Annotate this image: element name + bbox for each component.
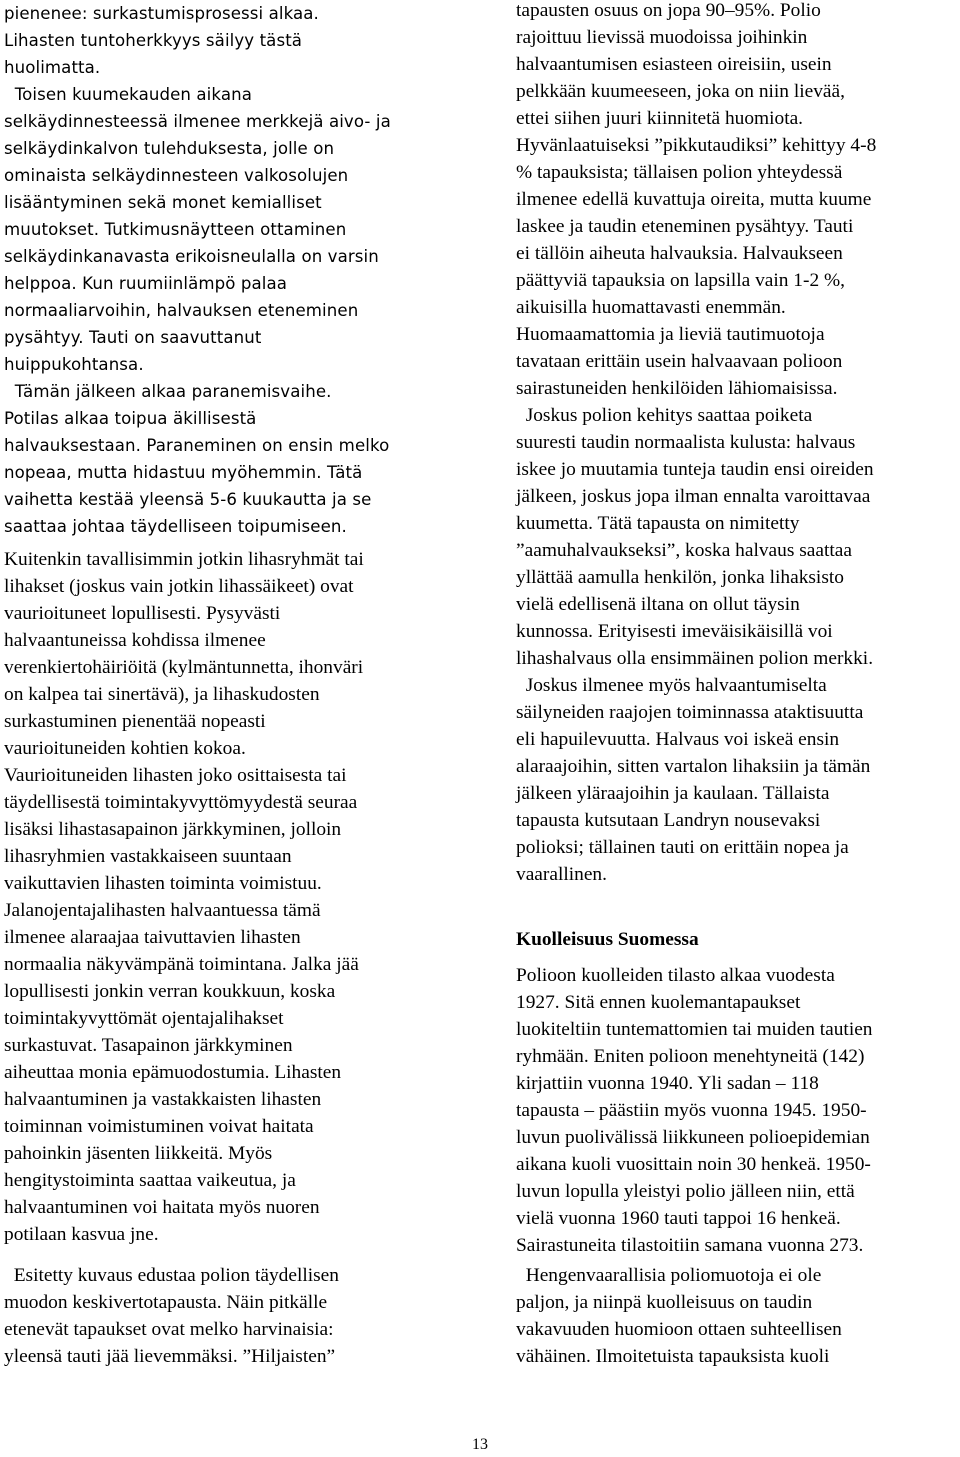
text-line: luokiteltiin tuntemattomien tai muiden tautien xyxy=(516,1019,873,1040)
text-line: ryhmään. Eniten polioon menehtyneitä (142) xyxy=(516,1046,865,1067)
text-line: vaurioituneiden kohtien kokoa. xyxy=(4,738,246,759)
text-line: surkastuminen pienentää nopeasti xyxy=(4,711,266,732)
text-line: halvaantuminen ja vastakkaisten lihasten xyxy=(4,1089,322,1110)
paragraph-start: Esitetty kuvaus edustaa polion täydellisen xyxy=(4,1265,339,1286)
text-line: Lihasten tuntoherkkyys säilyy tästä xyxy=(4,31,303,50)
paragraph-start: Toisen kuumekauden aikana xyxy=(4,85,252,104)
text-line: tapausta – päästiin myös vuonna 1945. 1950- xyxy=(516,1100,867,1121)
text-line: rajoittuu lievissä muodoissa joihinkin xyxy=(516,27,808,48)
text-line: lisäksi lihastasapainon järkkyminen, jolloin xyxy=(4,819,342,840)
paragraph-start: Joskus polion kehitys saattaa poiketa xyxy=(516,405,813,426)
text-line: pahoinkin jäsenten liikkeitä. Myös xyxy=(4,1143,273,1164)
text-line: iskee jo muutamia tunteja taudin ensi oireiden xyxy=(516,459,874,480)
text-line: tavataan erittäin usein halvaavaan polioon xyxy=(516,351,843,372)
text-line: Huomaamattomia ja lieviä tautimuotoja xyxy=(516,324,825,345)
page-number: 13 xyxy=(472,1436,488,1453)
text-line: hengitystoiminta saattaa vaikeutua, ja xyxy=(4,1170,296,1191)
text-line: aikana kuoli vuosittain noin 30 henkeä. 1950- xyxy=(516,1154,871,1175)
text-line: normaalia näkyvämpänä toimintana. Jalka jää xyxy=(4,954,359,975)
paragraph-start: Joskus ilmenee myös halvaantumiselta xyxy=(516,675,827,696)
text-line: vaurioituneet lopullisesti. Pysyvästi xyxy=(4,603,281,624)
text-line: yleensä tauti jää lievemmäksi. ”Hiljaisten” xyxy=(4,1346,336,1367)
text-line: normaaliarvoihin, halvauksen eteneminen xyxy=(4,301,359,320)
text-line: pysähtyy. Tauti on saavuttanut xyxy=(4,328,262,347)
text-line: jälkeen yläraajoihin ja kaulaan. Tällaista xyxy=(516,783,830,804)
text-line: ilmenee edellä kuvattuja oireita, mutta kuume xyxy=(516,189,872,210)
text-line: ilmenee alaraajaa taivuttavien lihasten xyxy=(4,927,301,948)
text-line: helppoa. Kun ruumiinlämpö palaa xyxy=(4,274,288,293)
text-line: toiminnan voimistuminen voivat haitata xyxy=(4,1116,314,1137)
text-line: laskee ja taudin eteneminen pysähtyy. Tauti xyxy=(516,216,854,237)
text-line: Polioon kuolleiden tilasto alkaa vuodesta xyxy=(516,965,835,986)
text-line: jälkeen, joskus jopa ilman ennalta varoittavaa xyxy=(516,486,871,507)
paragraph-start: Hengenvaarallisia poliomuotoja ei ole xyxy=(516,1265,822,1286)
text-line: halvaantuneissa kohdissa ilmenee xyxy=(4,630,266,651)
text-line: ei tällöin aiheuta halvauksia. Halvaukseen xyxy=(516,243,843,264)
text-line: nopeaa, mutta hidastuu myöhemmin. Tätä xyxy=(4,463,363,482)
text-line: aiheuttaa monia epämuodostumia. Lihasten xyxy=(4,1062,342,1083)
text-line: halvauksestaan. Paraneminen on ensin melko xyxy=(4,436,390,455)
text-line: ominaista selkäydinnesteen valkosolujen xyxy=(4,166,349,185)
text-line: selkäydinkalvon tulehduksesta, jolle on xyxy=(4,139,335,158)
text-line: vaikuttavien lihasten toiminta voimistuu. xyxy=(4,873,322,894)
text-line: alaraajoihin, sitten vartalon lihaksiin ja tämän xyxy=(516,756,871,777)
text-line: toimintakyvyttömät ojentajalihakset xyxy=(4,1008,284,1029)
text-line: pienenee: surkastumisprosessi alkaa. xyxy=(4,4,319,23)
text-line: lihashalvaus olla ensimmäinen polion merkki. xyxy=(516,648,874,669)
paragraph-start: Tämän jälkeen alkaa paranemisvaihe. xyxy=(4,382,332,401)
text-line: suuresti taudin normaalista kulusta: halvaus xyxy=(516,432,856,453)
text-line: vaihetta kestää yleensä 5-6 kuukautta ja se xyxy=(4,490,372,509)
text-line: sairastuneiden henkilöiden lähiomaisissa. xyxy=(516,378,838,399)
text-line: lopullisesti jonkin verran koukkuun, koska xyxy=(4,981,336,1002)
text-line: halvaantumisen esiasteen oireisiin, usein xyxy=(516,54,832,75)
text-line: Potilas alkaa toipua äkillisestä xyxy=(4,409,257,428)
text-line: lihakset (joskus vain jotkin lihassäikeet) ovat xyxy=(4,576,354,597)
text-line: polioksi; tällainen tauti on erittäin nopea ja xyxy=(516,837,849,858)
text-line: luvun lopulla yleistyi polio jälleen niin, että xyxy=(516,1181,855,1202)
text-line: halvaantuminen voi haitata myös nuoren xyxy=(4,1197,320,1218)
text-line: vakavuuden huomioon ottaen suhteellisen xyxy=(516,1319,842,1340)
text-line: vähäinen. Ilmoitetuista tapauksista kuoli xyxy=(516,1346,830,1367)
text-line: ettei siihen juuri kiinnitetä huomiota. xyxy=(516,108,804,129)
text-line: tapausten osuus on jopa 90–95%. Polio xyxy=(516,0,821,21)
text-line: ”aamuhalvaukseksi”, koska halvaus saattaa xyxy=(516,540,852,561)
text-line: eli hapuilevuutta. Halvaus voi iskeä ensin xyxy=(516,729,840,750)
text-line: muodon keskivertotapausta. Näin pitkälle xyxy=(4,1292,328,1313)
text-line: etenevät tapaukset ovat melko harvinaisia: xyxy=(4,1319,334,1340)
text-line: paljon, ja niinpä kuolleisuus on taudin xyxy=(516,1292,813,1313)
text-line: kunnossa. Erityisesti imeväisikäisillä voi xyxy=(516,621,833,642)
text-line: selkäydinnesteessä ilmenee merkkejä aivo- ja xyxy=(4,112,391,131)
text-line: Sairastuneita tilastoitiin samana vuonna 273. xyxy=(516,1235,864,1256)
section-heading: Kuolleisuus Suomessa xyxy=(516,929,699,950)
text-line: huippukohtansa. xyxy=(4,355,144,374)
text-line: säilyneiden raajojen toiminnassa ataktisuutta xyxy=(516,702,864,723)
text-line: Vaurioituneiden lihasten joko osittaisesta tai xyxy=(4,765,347,786)
text-line: täydellisestä toimintakyvyttömyydestä seuraa xyxy=(4,792,358,813)
text-line: vaarallinen. xyxy=(516,864,607,885)
text-line: verenkiertohäiriöitä (kylmäntunnetta, ihonväri xyxy=(4,657,364,678)
text-line: Jalanojentajalihasten halvaantuessa tämä xyxy=(4,900,321,921)
text-line: muutokset. Tutkimusnäytteen ottaminen xyxy=(4,220,347,239)
text-line: 1927. Sitä ennen kuolemantapaukset xyxy=(516,992,801,1013)
text-line: lisääntyminen sekä monet kemialliset xyxy=(4,193,322,212)
text-line: on kalpea tai sinertävä), ja lihaskudosten xyxy=(4,684,320,705)
text-line: selkäydinkanavasta erikoisneulalla on varsin xyxy=(4,247,379,266)
text-line: yllättää aamulla henkilön, jonka lihaksisto xyxy=(516,567,844,588)
text-line: pelkkään kuumeeseen, joka on niin lievää, xyxy=(516,81,845,102)
text-line: huolimatta. xyxy=(4,58,101,77)
text-line: vielä vuonna 1960 tauti tappoi 16 henkeä. xyxy=(516,1208,841,1229)
text-line: saattaa johtaa täydelliseen toipumiseen. xyxy=(4,517,347,536)
text-line: lihasryhmien vastakkaiseen suuntaan xyxy=(4,846,292,867)
text-line: % tapauksista; tällaisen polion yhteydessä xyxy=(516,162,843,183)
text-line: kuumetta. Tätä tapausta on nimitetty xyxy=(516,513,800,534)
text-line: Hyvänlaatuiseksi ”pikkutaudiksi” kehittyy 4-8 xyxy=(516,135,877,156)
text-line: vielä edellisenä iltana on ollut täysin xyxy=(516,594,800,615)
text-line: Kuitenkin tavallisimmin jotkin lihasryhmät tai xyxy=(4,549,364,570)
text-line: luvun puolivälissä liikkuneen polioepidemian xyxy=(516,1127,870,1148)
text-line: aikuisilla huomattavasti enemmän. xyxy=(516,297,786,318)
text-line: potilaan kasvua jne. xyxy=(4,1224,159,1245)
text-line: surkastuvat. Tasapainon järkkyminen xyxy=(4,1035,293,1056)
text-line: tapausta kutsutaan Landryn nousevaksi xyxy=(516,810,821,831)
text-line: päättyviä tapauksia on lapsilla vain 1-2 %, xyxy=(516,270,846,291)
text-line: kirjattiin vuonna 1940. Yli sadan – 118 xyxy=(516,1073,819,1094)
